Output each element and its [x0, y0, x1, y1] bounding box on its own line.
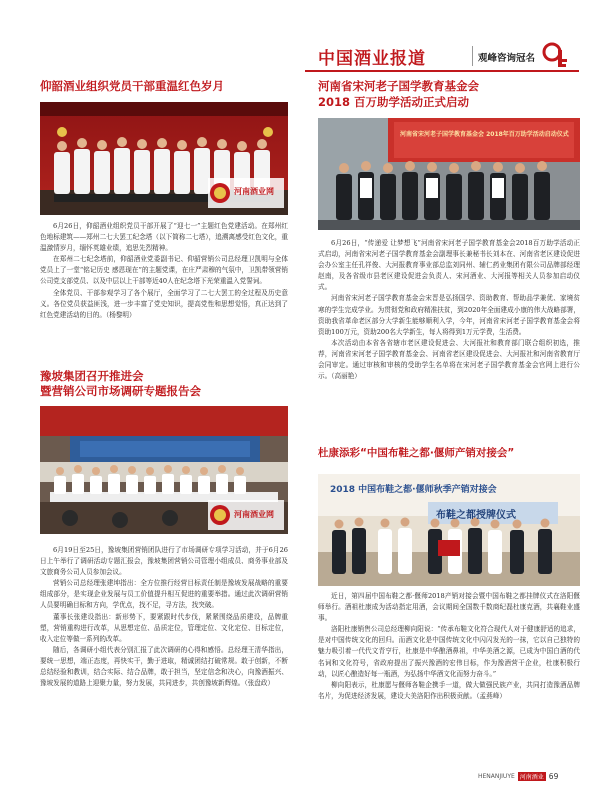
article3-headline-line2: 2018 百万助学活动正式启动 — [318, 95, 470, 109]
article3-photo — [318, 118, 580, 230]
footer-section-tag: 河南酒业 — [519, 774, 544, 781]
article1-body — [40, 221, 288, 359]
article1-photo — [40, 102, 288, 215]
article2-photo-watermark: 河南酒业网 — [234, 510, 274, 519]
article4-photo-banner-subtitle: 布鞋之都授牌仪式 — [436, 510, 516, 521]
article3-headline-line1: 河南省宋河老子国学教育基金会 — [318, 79, 479, 93]
page-header-subtitle: 观峰咨询冠名 — [478, 53, 536, 64]
article1-photo-watermark: 河南酒业网 — [234, 187, 274, 196]
article4-paragraph: 洛阳杜康销售公司总经理柳向阳说：“传承布鞋文化符合现代人对于健康舒适的追求，是对中国传统文化的回归。而酒文化是中国传统文化中闪闪发光的一抹，它以自己独特的魅力吸引着一代代文青亨行，杜康是中华酿酒鼻祖，中华美酒之源，已成为中国白酒的代名词和文化符号，省政府提出了振兴豫酒的宏伟目标，作为豫酒营干企业，杜康积极行动，以匠心酿造好每一瓶酒，为弘扬中华酒文化而努力奋斗。” — [318, 625, 580, 678]
page-header-title: 中国酒业报道 — [318, 49, 426, 69]
article1-headline: 仰韶酒业组织党员干部重温红色岁月 — [40, 79, 224, 93]
article4-headline: 杜康添彩“中国布鞋之都·偃师产销对接会” — [318, 447, 515, 459]
article4-photo-banner-title: 2018 中国布鞋之都·偃师秋季产销对接会 — [330, 485, 497, 495]
page-number: 69 — [548, 772, 559, 781]
article2-body — [40, 545, 288, 760]
article4-photo — [318, 474, 580, 586]
article2-headline-line1: 豫坡集团召开推进会 — [40, 369, 144, 383]
header-divider — [472, 46, 473, 66]
article2-paragraph: 6月19日至25日，豫坡集团营销团队进行了市场调研专项学习活动，并于6月26日上午举行了调研活动专题汇报会，豫坡集团营销公司管理小组成员、商务事业部及文旅商务公司人员参加会议。 — [40, 546, 288, 577]
article4-paragraph: 柳向阳表示，杜康愿与偃师各鞋企携手一道，做大做强民族产业，共同打造豫酒品牌名片，为促进经济发展，建设大美洛阳作出积极贡献。（孟燕峰） — [318, 680, 580, 700]
article3-paragraph: 河南省宋河老子国学教育基金会宋晋是弘扬国学、资助教育、帮助品学兼优、家境贫寒的学生完成学业。为贯彻党和政府精准扶贫，到2020年全面建成小康的伟大战略部署，资助我省革命老区部分大学新生能够顺利入学，今年，河南省宋河老子国学教育基金会将资助100万元，资助200名大学新生，每人将得到1万元学费，生活费。 — [318, 294, 580, 336]
article2-paragraph: 随后，各调研小组代表分别汇报了此次调研的心得和感悟。总经理王清华指出，要统一思想，端正态度，再快实干，勤于进取，精诚团结打破常规。敢于创新，不断总结经验和教训，结合实际、结合品牌，敢于担当，坚定信念和决心，向豫酒振兴、豫坡发展的道路上迎聚力量，努力发展，共同进步，共创豫坡新辉煌。（张盘政） — [40, 645, 288, 688]
article2-paragraph: 董事长张建设指出：新形势下，要紧跟时代步伐，紧紧围绕品质建设，品牌重塑，营销重构进行改革，从思想定位、品质定位，管理定位、文化定位、目标定位，收入定位等做一系列的改革。 — [40, 612, 288, 643]
sponsor-logo-icon — [540, 40, 570, 70]
article1-paragraph: 在郑州二七纪念塔前，仰韶酒业党委副书记、仰韶营销公司总经理卫凯明与全体党员上了一堂“铭记历史 感恩现在”的主题党课，在庄严肃穆的气氛中，卫凯带领营销公司党支部党员、以及中层以上干部等近40人在纪念塔下光荣重温入党誓词。 — [40, 255, 288, 286]
article3-body — [318, 238, 580, 434]
header-rule — [305, 70, 579, 72]
article4-paragraph: 近日，第四届中国布鞋之都·偃师2018产销对接会暨中国布鞋之都挂牌仪式在洛阳偃师举行。酒祖杜康成为活动指定用酒，会议期间全国数千数商纪磊杜康克酒，共襄鞋业盛事。 — [318, 592, 580, 623]
article1-paragraph: 全体党员、干部参观学习了各个展厅，全面学习了二七大罢工的全过程及历史意义。各位党员获益匪浅，进一步丰富了党史知识，提高党性和思想觉悟，真正达到了红色党建活动的目的。（杨黎明） — [40, 288, 288, 319]
article3-photo-banner: 河南省宋河老子国学教育基金会 2018年百万助学活动启动仪式 — [400, 131, 569, 138]
article3-paragraph: 本次活动由本省各省辖市老区建设促进会、大河报社和教育部门联合组织初选，推荐，河南省宋河老子国学教育基金会、河南省老区建设促进会、大河报社和河南省教育厅会同审定。通过审核和审核的受助学生名单将在宋河老子国学教育基金会官网上进行公示。（高丽艳） — [318, 338, 580, 381]
article3-paragraph: 6月26日，“传递爱 让梦想飞”河南省宋河老子国学教育基金会2018百万助学活动正式启动，河南省宋河老子国学教育基金会副理事长兼秘书长刘本在、河南省老区建设促进会办公室主任孔祥俊、大河报教育事业部总监刘同州、辅仁药业集团有限公司品牌部经理赵南，及各省级市县老区建设促进会负责人、宋河酒业、大河报等相关人员参加启动仪式。 — [318, 239, 580, 292]
footer-magazine-name: HENANJIUYE — [478, 773, 515, 780]
article2-headline-line2: 暨营销公司市场调研专题报告会 — [40, 384, 201, 398]
page-footer — [478, 772, 558, 781]
article2-photo — [40, 406, 288, 534]
article4-body — [318, 591, 580, 767]
article1-paragraph: 6月26日，仰韶酒业组织党员干部开展了“迎七一”主题红色党建活动。在郑州红色地标建筑——郑州二七大罢工纪念塔（以下简称二七塔），追溯离感受红色文化，重温激情岁月，缅怀英雄业绩，追思先烈精神。 — [40, 222, 288, 253]
article2-paragraph: 营销公司总经理张建坤指出：全方位推行经营目标责任制是豫坡发展战略的重要组成部分，是实现企业发展与员工价值提升相互促进的重要举措。通过此次调研营销人员要明确目标和方向，学优点，找不足，寻方法，找突破。 — [40, 579, 288, 610]
